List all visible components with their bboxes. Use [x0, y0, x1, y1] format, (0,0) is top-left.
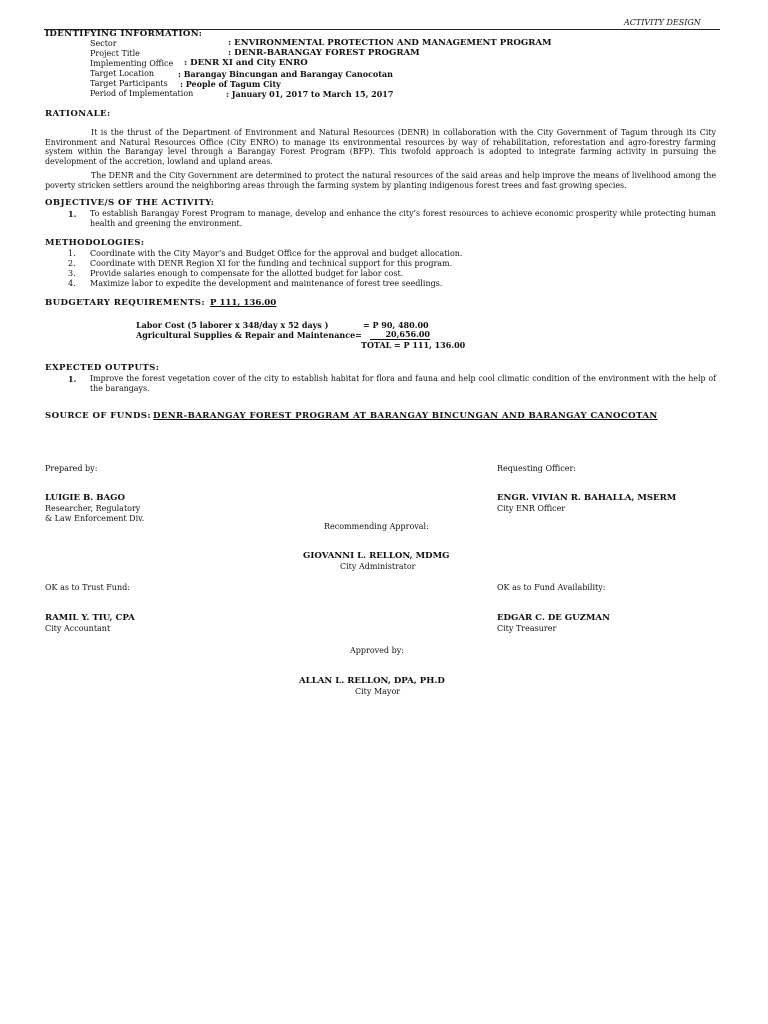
methodology-text: Provide salaries enough to compensate for the allotted budget for labor cost. [90, 269, 404, 278]
objective-number: 1. [68, 209, 77, 219]
trust-fund-name: RAMIL Y. TIU, CPA [45, 613, 135, 623]
recommending-name: GIOVANNI L. RELLON, MDMG [303, 551, 450, 561]
rationale-heading: RATIONALE: [45, 109, 111, 119]
budget-total: TOTAL = P 111, 136.00 [361, 340, 466, 350]
target-participants-value: : People of Tagum City [180, 79, 281, 89]
recommending-title: City Administrator [340, 562, 416, 571]
fund-availability-title: City Treasurer [497, 624, 557, 633]
approved-by-name: ALLAN L. RELLON, DPA, PH.D [299, 676, 445, 686]
project-title-label: Project Title [90, 49, 140, 58]
outputs-heading: EXPECTED OUTPUTS: [45, 363, 160, 373]
prepared-by-title: Researcher, Regulatory [45, 504, 141, 513]
objective-text: To establish Barangay Forest Program to manage, develop and enhance the city’s forest resources to achieve economic prosperity while protecting human health and greening the environment. [90, 209, 716, 228]
objectives-heading: OBJECTIVE/S OF THE ACTIVITY: [45, 198, 215, 208]
fund-availability-name: EDGAR C. DE GUZMAN [497, 613, 610, 623]
implementing-office-label: Implementing Office [90, 59, 174, 68]
project-title-value: : DENR-BARANGAY FOREST PROGRAM [228, 48, 420, 58]
methodology-number: 3. [68, 269, 76, 278]
supplies-value: 20,656.00 [370, 330, 430, 340]
rationale-paragraph-2: The DENR and the City Government are determined to protect the natural resources of the said areas and help improve the means of livelihood among the poverty stricken settlers around the neighboring areas through the farming system by planting indigenous forest trees and fast growing species. [45, 171, 716, 190]
methodologies-heading: METHODOLOGIES: [45, 238, 145, 248]
requesting-officer-name: ENGR. VIVIAN R. BAHALLA, MSERM [497, 493, 677, 503]
prepared-by-label: Prepared by: [45, 464, 98, 473]
budget-heading: BUDGETARY REQUIREMENTS: [45, 298, 205, 308]
target-location-value: : Barangay Bincungan and Barangay Canocotan [178, 69, 393, 79]
budget-amount: P 111, 136.00 [210, 298, 277, 308]
rationale-paragraph-1: It is the thrust of the Department of Environment and Natural Resources (DENR) in collaboration with the City Government of Tagum through its City Environment and Natural Resources Office (City ENRO) to manage its environmental resources by way of rehabilitation, reforestation and agro-forestry farming system within the Barangay level through a Barangay Forest Program (BFP). This twofold approach is adopted to integrate farming activity in pursuing the development of the accretion, lowland and upland areas. [45, 128, 716, 166]
methodology-number: 1. [68, 249, 76, 258]
period-label: Period of Implementation [90, 89, 194, 98]
approved-by-title: City Mayor [355, 687, 401, 696]
recommending-approval-label: Recommending Approval: [324, 522, 429, 531]
methodology-text: Coordinate with the City Mayor’s and Budget Office for the approval and budget allocation. [90, 249, 463, 258]
methodology-text: Coordinate with DENR Region XI for the funding and technical support for this program. [90, 259, 453, 268]
trust-fund-title: City Accountant [45, 624, 111, 633]
output-number: 1. [68, 374, 77, 384]
target-location-label: Target Location [90, 69, 155, 78]
source-of-funds-label: SOURCE OF FUNDS: [45, 411, 151, 421]
sector-value: : ENVIRONMENTAL PROTECTION AND MANAGEMENT PROGRAM [228, 38, 552, 48]
doc-type-label: ACTIVITY DESIGN [624, 18, 701, 27]
sector-label: Sector [90, 39, 117, 48]
supplies-label: Agricultural Supplies & Repair and Maintenance= [136, 330, 362, 340]
prepared-by-name: LUIGIE B. BAGO [45, 493, 125, 503]
requesting-officer-title: City ENR Officer [497, 504, 566, 513]
source-of-funds-value: DENR-BARANGAY FOREST PROGRAM AT BARANGAY BINCUNGAN AND BARANGAY CANOCOTAN [153, 411, 658, 421]
trust-fund-label: OK as to Trust Fund: [45, 583, 130, 592]
methodology-number: 4. [68, 279, 76, 288]
methodology-number: 2. [68, 259, 76, 268]
labor-cost-value: = P 90, 480.00 [363, 320, 429, 330]
methodology-text: Maximize labor to expedite the development and maintenance of forest tree seedlings. [90, 279, 443, 288]
period-value: : January 01, 2017 to March 15, 2017 [226, 89, 394, 99]
fund-availability-label: OK as to Fund Availability: [497, 583, 606, 592]
identifying-heading: IDENTIFYING INFORMATION: [45, 29, 203, 39]
labor-cost-label: Labor Cost (5 laborer x 348/day x 52 days ) [136, 320, 329, 330]
output-text: Improve the forest vegetation cover of the city to establish habitat for flora and fauna and help cool climatic condition of the environment with the help of the barangays. [90, 374, 716, 393]
implementing-office-value: : DENR XI and City ENRO [184, 58, 308, 68]
prepared-by-division: & Law Enforcement Div. [45, 514, 145, 523]
target-participants-label: Target Participants [90, 79, 168, 88]
requesting-officer-label: Requesting Officer: [497, 464, 576, 473]
approved-by-label: Approved by: [350, 646, 404, 655]
